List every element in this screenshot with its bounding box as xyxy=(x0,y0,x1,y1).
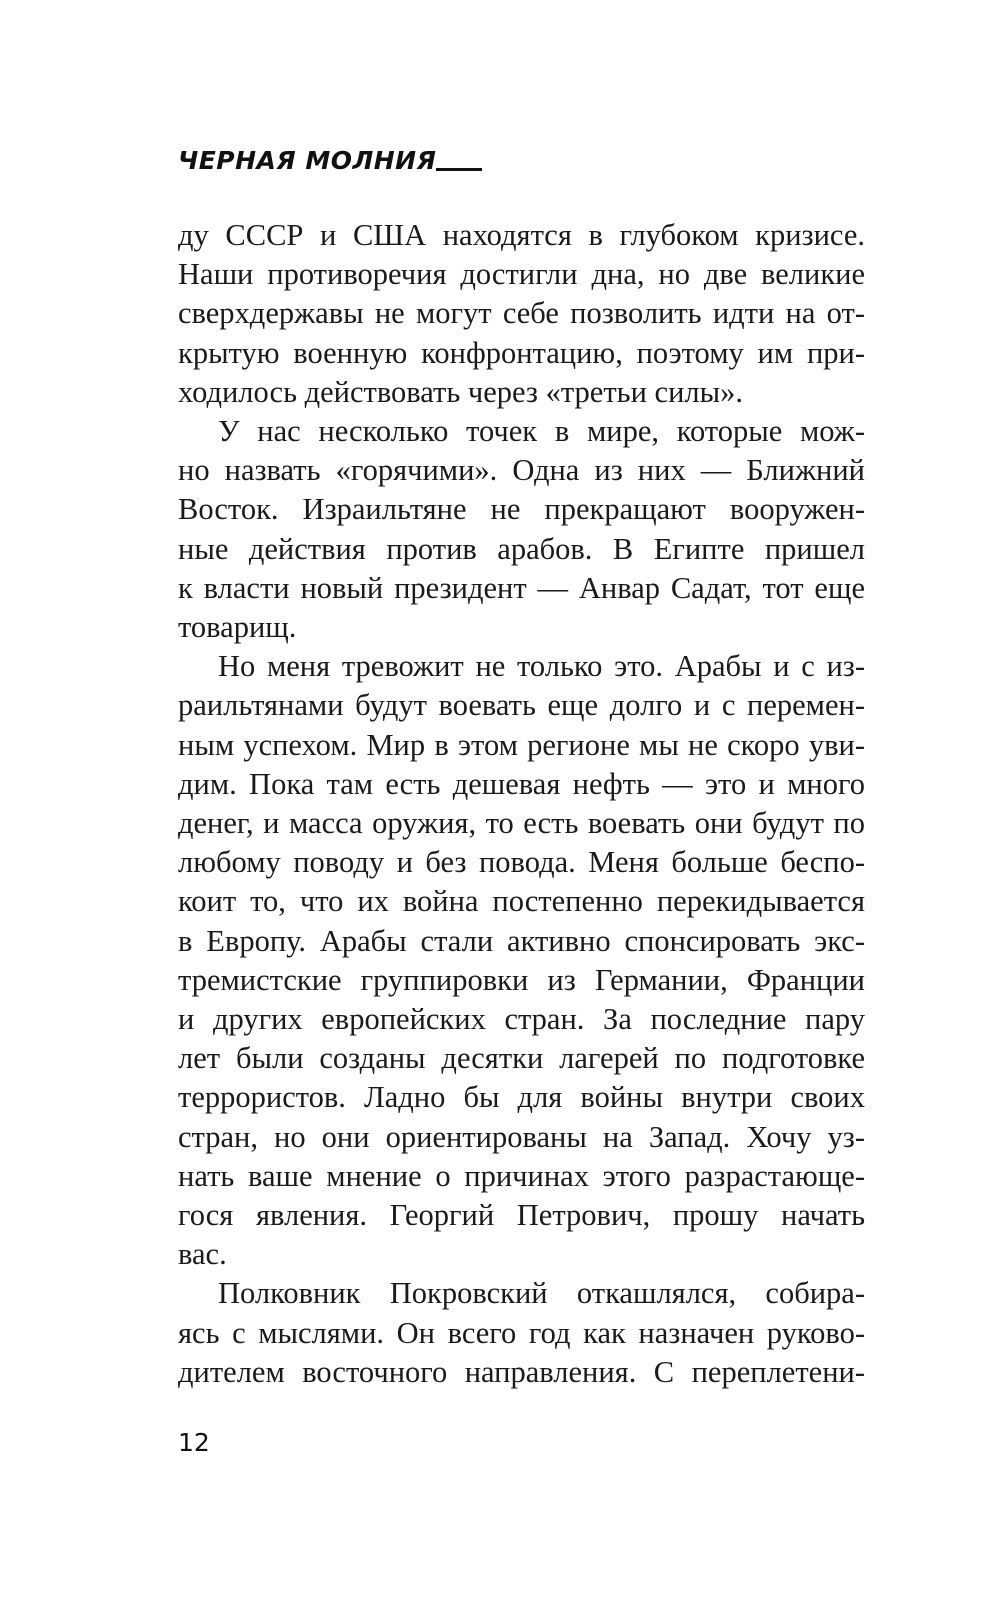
running-head-title: ЧЕРНАЯ МОЛНИЯ xyxy=(178,146,437,175)
text-line: Но меня тревожит не только это. Арабы и с из- xyxy=(218,649,865,684)
text-line: террористов. Ладно бы для войны внутри своих xyxy=(178,1080,865,1115)
text-line: денег, и масса оружия, то есть воевать они будут по xyxy=(178,806,865,841)
paragraph xyxy=(178,412,865,647)
body-text xyxy=(178,216,865,1392)
text-line: коит то, что их война постепенно перекидывается xyxy=(178,884,865,919)
text-line: гося явления. Георгий Петрович, прошу начать xyxy=(178,1198,865,1233)
text-line: Наши противоречия достигли дна, но две великие xyxy=(178,257,865,292)
text-line: Полковник Покровский откашлялся, собира- xyxy=(218,1276,865,1311)
text-line: нать ваше мнение о причинах этого разрастающе- xyxy=(178,1158,865,1193)
text-line: к власти новый президент — Анвар Садат, тот еще xyxy=(178,570,865,605)
text-line: крытую военную конфронтацию, поэтому им при- xyxy=(178,335,865,370)
text-line: но назвать «горячими». Одна из них — Ближний xyxy=(178,453,865,488)
text-line: лет были созданы десятки лагерей по подготовке xyxy=(178,1041,865,1076)
text-line: и других европейских стран. За последние пару xyxy=(178,1002,865,1037)
text-line: любому поводу и без повода. Меня больше беспо- xyxy=(178,845,865,880)
text-line: У нас несколько точек в мире, которые мож- xyxy=(218,414,865,449)
text-line: дителем восточного направления. С переплетени- xyxy=(178,1354,865,1389)
paragraph xyxy=(178,647,865,1274)
text-line: в Европу. Арабы стали активно спонсировать экс- xyxy=(178,923,865,958)
text-line: раильтянами будут воевать еще долго и с перемен- xyxy=(178,688,865,723)
text-line: стран, но они ориентированы на Запад. Хочу уз- xyxy=(178,1119,865,1154)
paragraph xyxy=(178,1274,865,1392)
text-line: сверхдержавы не могут себе позволить идти на от- xyxy=(178,296,865,331)
text-line: ные действия против арабов. В Египте пришел xyxy=(178,531,865,566)
text-line: вас. xyxy=(178,1237,227,1272)
paragraph xyxy=(178,216,865,412)
text-line: ду СССР и США находятся в глубоком кризисе. xyxy=(178,218,865,252)
text-line: Восток. Израильтяне не прекращают вооружен- xyxy=(178,492,865,527)
page-number: 12 xyxy=(178,1428,210,1457)
text-line: дим. Пока там есть дешевая нефть — это и много xyxy=(178,766,865,801)
running-head-rule xyxy=(436,168,482,171)
text-line: ным успехом. Мир в этом регионе мы не скоро уви- xyxy=(178,727,865,762)
text-line: товарищ. xyxy=(178,610,297,645)
text-line: ясь с мыслями. Он всего год как назначен руково- xyxy=(178,1315,865,1350)
text-line: тремистские группировки из Германии, Франции xyxy=(178,962,865,997)
text-line: ходилось действовать через «третьи силы». xyxy=(178,374,743,409)
running-head xyxy=(178,148,482,173)
